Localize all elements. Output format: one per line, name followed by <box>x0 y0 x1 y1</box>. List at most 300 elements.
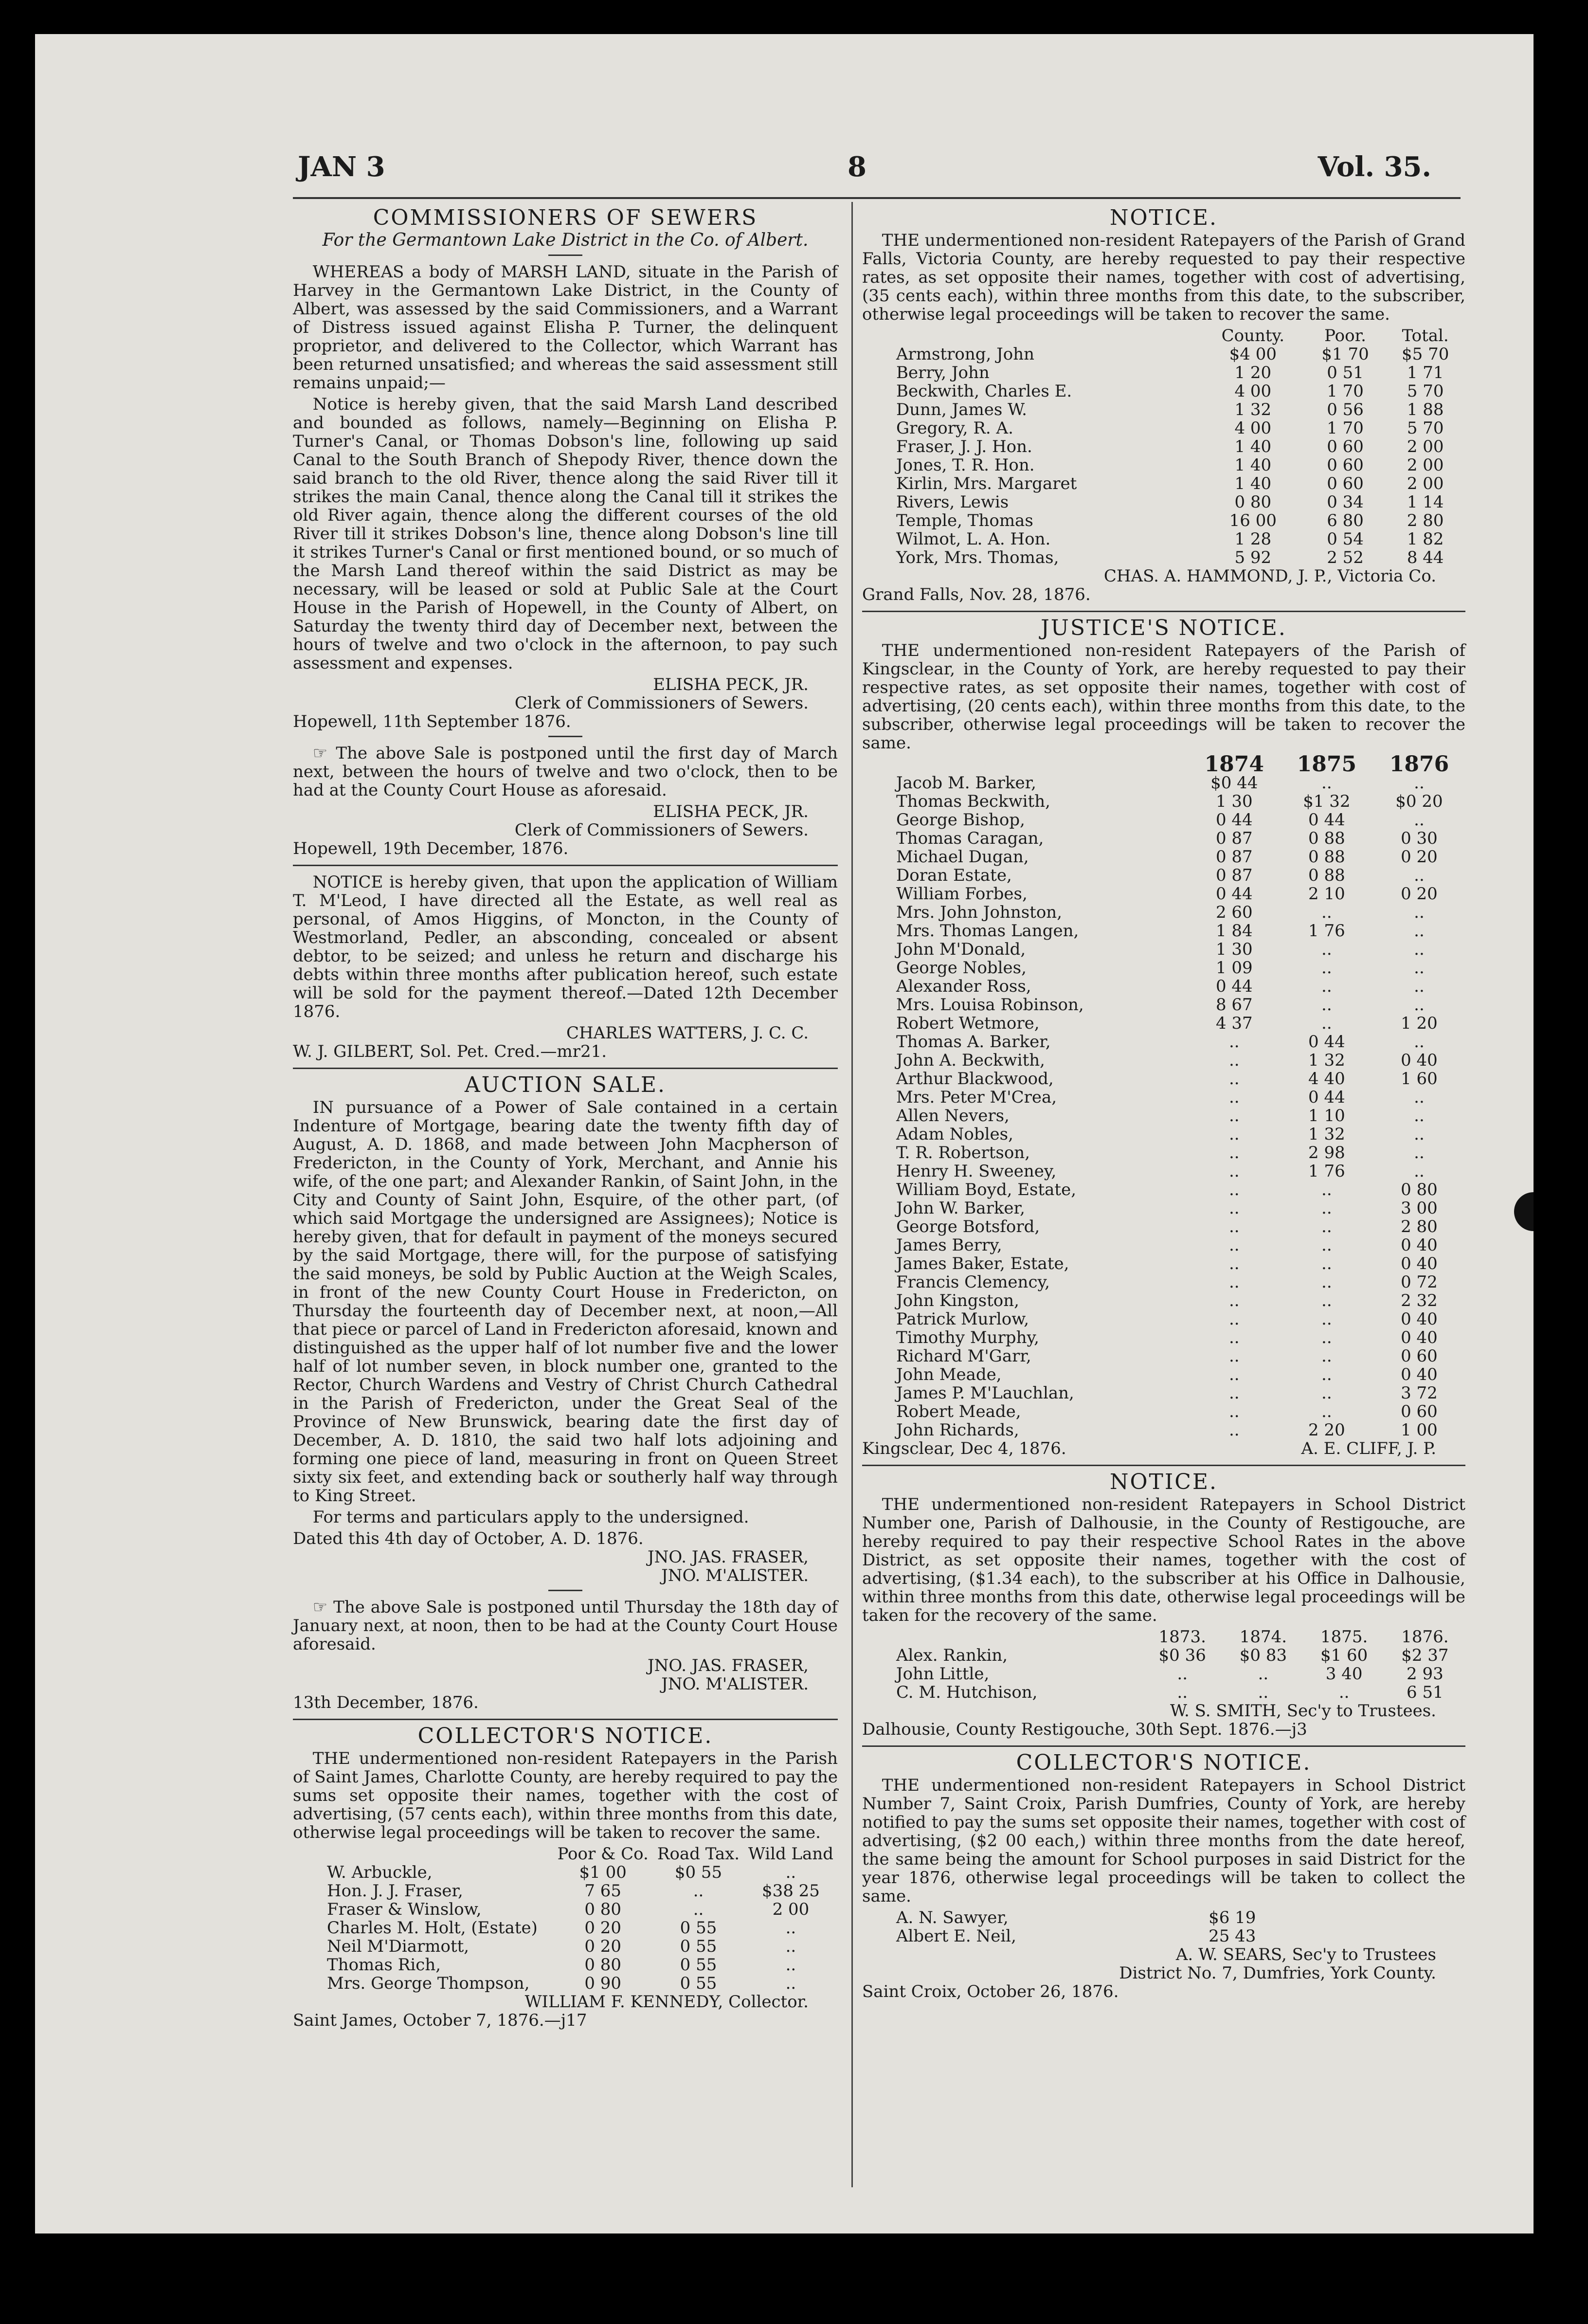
rate-value: 1 84 <box>1215 921 1253 941</box>
left-column <box>293 202 838 2033</box>
rate-value: .. <box>1321 1402 1332 1421</box>
paragraph: THE undermentioned non-resident Ratepayers in School District Number one, Parish of Dalhousie, in the County of Restigouche, are hereby required to pay their respective School Rates in the above District, as set opposite their names, together with the cost of advertising, ($1.34 each), to the subscriber at his Office in Dalhousie, within three months from this date, otherwise legal proceedings will be taken for the recovery of the same. <box>862 1495 1465 1625</box>
rate-value: 8 67 <box>1215 995 1253 1015</box>
ratepayer-name: Alexander Ross, <box>896 977 1031 996</box>
paragraph: THE undermentioned non-resident Ratepayers in School District Number 7, Saint Croix, Parish Dumfries, County of York, are hereby notified to pay the sums set opposite their names, together with cost of advertising, ($2 00 each,) within three months from the date hereof, the same being the amount for School purposes in said District for the year 1876, otherwise legal proceedings will be taken to collect the same. <box>862 1776 1465 1906</box>
signature: JNO. JAS. FRASER, <box>647 1656 809 1675</box>
rate-value: 1 20 <box>1401 1014 1438 1033</box>
table-row <box>862 1199 1465 1217</box>
ratepayer-name: Thomas A. Barker, <box>896 1032 1051 1052</box>
table-row <box>862 1365 1465 1384</box>
rate-value: .. <box>1414 1088 1425 1107</box>
ratepayer-name: Robert Wetmore, <box>896 1014 1040 1033</box>
rate-value: 0 88 <box>1308 866 1345 885</box>
rate-value: 0 40 <box>1401 1235 1438 1255</box>
rate-value: .. <box>1414 1032 1425 1052</box>
ratepayer-name: George Bishop, <box>896 810 1025 830</box>
table-row: Alex. Rankin, $0 36 $0 83 $1 60 $2 37 <box>896 1646 1449 1665</box>
table-header-row <box>293 1845 838 1863</box>
rate-value: .. <box>1321 1235 1332 1255</box>
signature: CHAS. A. HAMMOND, J. P., Victoria Co. <box>1103 566 1436 586</box>
rate-value: 1 60 <box>1401 1069 1438 1089</box>
page-number: 8 <box>848 151 866 183</box>
ratepayer-name: Henry H. Sweeney, <box>896 1162 1057 1181</box>
table-row: Berry, John 1 20 0 51 1 71 <box>896 363 1444 382</box>
table-row: York, Mrs. Thomas, 5 92 2 52 8 44 <box>896 548 1444 567</box>
column-header: Wild Land <box>748 1844 834 1864</box>
rate-value: 0 44 <box>1308 1032 1345 1052</box>
punch-hole <box>1514 1192 1534 1231</box>
rate-value: .. <box>1414 866 1425 885</box>
signature: JNO. M'ALISTER. <box>661 1566 809 1585</box>
rate-value: 0 60 <box>1401 1402 1438 1421</box>
rate-value: $0 20 <box>1395 792 1443 811</box>
table-row <box>862 1254 1465 1273</box>
rate-value: 2 98 <box>1308 1143 1345 1162</box>
rate-value: 1 76 <box>1308 1162 1345 1181</box>
rate-value: 0 44 <box>1308 810 1345 830</box>
rate-value: .. <box>1414 1143 1425 1162</box>
postponement-note: ☞ The above Sale is postponed until the first day of March next, between the hours of twelve and two o'clock, then to be had at the County Court House as aforesaid. <box>293 744 838 800</box>
table-row: Mrs. George Thompson, 0 90 0 55 .. <box>327 1974 796 1993</box>
table-row <box>862 1328 1465 1347</box>
signature: ELISHA PECK, JR. <box>653 675 809 694</box>
rate-value: .. <box>1414 810 1425 830</box>
rate-value: .. <box>1321 940 1332 959</box>
ratepayer-name: Thomas Caragan, <box>896 829 1044 848</box>
rate-value: 1 30 <box>1215 940 1253 959</box>
rate-value: 3 72 <box>1401 1383 1438 1403</box>
table-row <box>862 1107 1465 1125</box>
rate-value: .. <box>1321 958 1332 978</box>
ratepayer-name: Francis Clemency, <box>896 1272 1050 1292</box>
rate-value: .. <box>1321 1365 1332 1384</box>
table-row: John Little, .. .. 3 40 2 93 <box>896 1664 1444 1684</box>
column-header: Poor. <box>1324 326 1366 345</box>
rate-value: 1 32 <box>1308 1051 1345 1070</box>
rate-value: .. <box>1321 1180 1332 1199</box>
rate-value: .. <box>1414 773 1425 793</box>
ratepayer-name: John W. Barker, <box>896 1198 1025 1218</box>
section-rule <box>862 611 1465 612</box>
section-rule <box>293 865 838 866</box>
column-header: 1875. <box>1320 1627 1368 1647</box>
rate-value: 0 87 <box>1215 847 1253 867</box>
ratepayer-name: John Meade, <box>896 1365 1002 1384</box>
rate-value: 0 60 <box>1401 1346 1438 1366</box>
rate-value: .. <box>1414 995 1425 1015</box>
ratepayer-name: T. R. Robertson, <box>896 1143 1030 1162</box>
column-header: 1875 <box>1297 752 1357 777</box>
dateline: Dalhousie, County Restigouche, 30th Sept. 1876.—j3 <box>862 1720 1307 1739</box>
table-row: Kirlin, Mrs. Margaret 1 40 0 60 2 00 <box>896 474 1444 493</box>
column-header <box>862 755 1188 774</box>
ratepayer-table <box>862 327 1465 567</box>
rate-value: .. <box>1414 1106 1425 1126</box>
table-row: A. N. Sawyer, $6 19 <box>896 1908 1256 1927</box>
volume-number: Vol. 35. <box>1317 151 1431 183</box>
table-row <box>862 829 1465 848</box>
rate-value: .. <box>1228 1402 1240 1421</box>
rate-value: .. <box>1228 1235 1240 1255</box>
table-row: Rivers, Lewis 0 80 0 34 1 14 <box>896 492 1444 512</box>
ratepayer-name: George Botsford, <box>896 1217 1040 1236</box>
table-row: Neil M'Diarmott, 0 20 0 55 .. <box>327 1937 796 1956</box>
table-row: Wilmot, L. A. Hon. 1 28 0 54 1 82 <box>896 529 1444 549</box>
section-rule <box>862 1745 1465 1747</box>
table-row <box>862 977 1465 996</box>
ratepayer-name: Michael Dugan, <box>896 847 1029 867</box>
rate-value: .. <box>1414 903 1425 922</box>
ratepayer-table <box>862 1628 1465 1702</box>
signature-title: Clerk of Commissioners of Sewers. <box>514 693 809 713</box>
table-row <box>862 1347 1465 1365</box>
table-body <box>862 774 1465 1439</box>
rate-value: .. <box>1414 1125 1425 1144</box>
rate-value: .. <box>1321 1272 1332 1292</box>
table-row <box>862 1421 1465 1439</box>
paragraph: THE undermentioned non-resident Ratepayers of the Parish of Grand Falls, Victoria County, are hereby requested to pay their respective rates, as set opposite their names, together with cost of advertising, (35 cents each), within three months from this date, to the subscriber, otherwise legal proceedings will be taken to recover the same. <box>862 231 1466 324</box>
rate-value: 0 20 <box>1401 847 1438 867</box>
rate-value: .. <box>1228 1143 1240 1162</box>
rate-value: 1 76 <box>1308 921 1345 941</box>
rate-value: 4 37 <box>1215 1014 1253 1033</box>
rate-value: 0 40 <box>1401 1309 1438 1329</box>
rate-value: 0 87 <box>1215 866 1253 885</box>
ratepayer-table <box>293 1845 838 1993</box>
ratepayer-name: William Forbes, <box>896 884 1028 904</box>
column-header: 1873. <box>1158 1627 1206 1647</box>
rate-value: .. <box>1321 1014 1332 1033</box>
table-row <box>862 848 1465 866</box>
column-header: 1874 <box>1204 752 1264 777</box>
paragraph: Notice is hereby given, that the said Marsh Land described and bounded as follows, namely—Beginning on Elisha P. Turner's Canal, or Thomas Dobson's line, following up said Canal to the South Branch of Shepody River, thence down the said branch to the old River, thence along the said River till it strikes the main Canal, thence along the Canal till it strikes the old River again, thence along the different courses of the old River till it strikes Dobson's line, thence along Dobson's line till it strikes Turner's Canal or first mentioned bound, or so much of the Marsh Land thereof within the said District as may be necessary, will be leased or sold at Public Sale at the Court House in the Parish of Hopewell, in the County of Albert, on Saturday the twenty third day of December next, between the hours of twelve and two o'clock in the afternoon, to pay such assessment and expenses. <box>293 395 838 673</box>
rate-value: $0 44 <box>1210 773 1258 793</box>
ratepayer-name: John M'Donald, <box>896 940 1026 959</box>
paragraph: WHEREAS a body of MARSH LAND, situate in the Parish of Harvey in the Germantown Lake District, in the County of Albert, was assessed by the said Commissioners, and a Warrant of Distress issued against Elisha P. Turner, the delinquent proprietor, and delivered to the Collector, which Warrant has been returned unsatisfied; and whereas the said assessment still remains unpaid;— <box>293 262 838 393</box>
signature: District No. 7, Dumfries, York County. <box>1119 1963 1436 1983</box>
table-row <box>862 1070 1465 1088</box>
rate-value: .. <box>1228 1217 1240 1236</box>
table-row: W. Arbuckle, $1 00 $0 55 .. <box>327 1863 796 1882</box>
rate-value: .. <box>1321 977 1332 996</box>
table-header-row <box>862 1628 1465 1646</box>
table-row: Albert E. Neil, 25 43 <box>896 1926 1256 1946</box>
rate-value: .. <box>1228 1051 1240 1070</box>
issue-date: JAN 3 <box>298 151 385 183</box>
table-row <box>862 1217 1465 1236</box>
rate-value: $1 32 <box>1303 792 1351 811</box>
signature-title: Clerk of Commissioners of Sewers. <box>514 820 809 840</box>
ratepayer-name: Mrs. Louisa Robinson, <box>896 995 1084 1015</box>
dalhousie-notice <box>862 1470 1465 1739</box>
rate-value: 3 00 <box>1401 1198 1438 1218</box>
section-rule <box>293 1068 838 1069</box>
table-row: Beckwith, Charles E. 4 00 1 70 5 70 <box>896 381 1444 401</box>
dateline: Hopewell, 19th December, 1876. <box>293 839 569 858</box>
table-row <box>862 1180 1465 1199</box>
rate-value: .. <box>1414 921 1425 941</box>
rate-value: .. <box>1321 1291 1332 1310</box>
section-subtitle: For the Germantown Lake District in the Co. of Albert. <box>322 230 809 250</box>
ratepayer-name: Doran Estate, <box>896 866 1012 885</box>
grandfalls-notice <box>862 205 1466 604</box>
rate-value: .. <box>1228 1032 1240 1052</box>
rate-value: .. <box>1321 1254 1332 1273</box>
column-header: 1876 <box>1389 752 1449 777</box>
table-row: Gregory, R. A. 4 00 1 70 5 70 <box>896 418 1444 438</box>
rate-value: .. <box>1228 1125 1240 1144</box>
dateline-place: Kingsclear, Dec 4, 1876. <box>862 1439 1066 1458</box>
ratepayer-name: Timothy Murphy, <box>896 1328 1039 1347</box>
ratepayer-name: James P. M'Lauchlan, <box>896 1383 1074 1403</box>
section-title: JUSTICE'S NOTICE. <box>1041 616 1287 640</box>
table-row: Hon. J. J. Fraser, 7 65 .. $38 25 <box>327 1881 820 1901</box>
dateline: Dated this 4th day of October, A. D. 1876. <box>293 1529 644 1548</box>
rate-value: 2 20 <box>1308 1420 1345 1440</box>
rate-value: .. <box>1414 977 1425 996</box>
mcleod-notice <box>293 873 838 1061</box>
table-row: Thomas Rich, 0 80 0 55 .. <box>327 1955 796 1975</box>
table-row <box>862 959 1465 977</box>
section-title: NOTICE. <box>1109 205 1218 230</box>
table-row <box>862 1125 1465 1144</box>
column-header <box>862 327 1201 345</box>
section-rule <box>862 1465 1465 1466</box>
table-row <box>862 866 1465 885</box>
rate-value: 0 44 <box>1215 810 1253 830</box>
table-row <box>862 1144 1465 1162</box>
rate-value: .. <box>1228 1088 1240 1107</box>
table-row <box>862 774 1465 792</box>
table-row <box>862 1236 1465 1254</box>
rate-value: .. <box>1228 1309 1240 1329</box>
rate-value: 0 44 <box>1215 884 1253 904</box>
ratepayer-name: Mrs. Peter M'Crea, <box>896 1088 1057 1107</box>
rate-value: 2 80 <box>1401 1217 1438 1236</box>
table-row: Dunn, James W. 1 32 0 56 1 88 <box>896 400 1444 419</box>
rate-value: .. <box>1228 1272 1240 1292</box>
auction-notice <box>293 1072 838 1712</box>
dateline: Hopewell, 11th September 1876. <box>293 712 571 731</box>
rate-value: .. <box>1414 940 1425 959</box>
rate-value: .. <box>1321 995 1332 1015</box>
section-title: NOTICE. <box>1109 1470 1218 1494</box>
table-row <box>862 1014 1465 1033</box>
rate-value: 2 32 <box>1401 1291 1438 1310</box>
table-header-row <box>862 755 1465 774</box>
column-header <box>862 1628 1142 1646</box>
table-row <box>862 1310 1465 1328</box>
table-row: Temple, Thomas 16 00 6 80 2 80 <box>896 511 1444 530</box>
table-row <box>862 1088 1465 1107</box>
rate-value: .. <box>1321 1328 1332 1347</box>
table-row <box>862 1033 1465 1051</box>
dateline: Saint Croix, October 26, 1876. <box>862 1982 1119 2001</box>
solicitor-line: W. J. GILBERT, Sol. Pet. Cred.—mr21. <box>293 1042 607 1061</box>
table-row <box>862 1162 1465 1180</box>
rate-value: .. <box>1228 1198 1240 1218</box>
table-row <box>862 903 1465 922</box>
rate-value: 2 10 <box>1308 884 1345 904</box>
rate-value: 0 44 <box>1308 1088 1345 1107</box>
right-column <box>862 202 1465 2004</box>
table-row <box>862 885 1465 903</box>
table-row <box>862 792 1465 811</box>
rate-value: .. <box>1321 1217 1332 1236</box>
ratepayer-name: John A. Beckwith, <box>896 1051 1045 1070</box>
column-header <box>293 1845 553 1863</box>
section-rule <box>293 1719 838 1720</box>
page-header <box>35 151 1534 195</box>
rate-value: 1 09 <box>1215 958 1253 978</box>
table-row <box>862 940 1465 959</box>
ratepayer-name: Mrs. John Johnston, <box>896 903 1063 922</box>
paragraph: IN pursuance of a Power of Sale contained in a certain Indenture of Mortgage, bearing date the twenty fifth day of August, A. D. 1868, and made between John Macpherson of Fredericton, in the County of York, Merchant, and Annie his wife, of the one part; and Alexander Rankin, of Saint John, in the City and County of Saint John, Esquire, of the other part, (of which said Mortgage the undersigned are Assignees); Notice is hereby given, that for default in payment of the moneys secured by the said Mortgage, there will, for the purpose of satisfying the said moneys, be sold by Public Auction at the Weigh Scales, in front of the new County Court House in Fredericton, on Thursday the fourteenth day of December next, at noon,—All that piece or parcel of Land in Fredericton aforesaid, known and distinguished as the upper half of lot number five and the lower half of lot number seven, in block number one, granted to the Rector, Church Wardens and Vestry of Christ Church Cathedral in the Parish of Fredericton, under the Great Seal of the Province of New Brunswick, bearing date the first day of December, A. D. 1810, the said two half lots adjoining and forming one piece of land, measuring in front on Queen Street sixty six feet, and extending back or southerly half way through to King Street. <box>293 1098 838 1506</box>
signature: WILLIAM F. KENNEDY, Collector. <box>524 1992 809 2012</box>
table-row: Jones, T. R. Hon. 1 40 0 60 2 00 <box>896 455 1444 475</box>
table-row <box>862 1273 1465 1291</box>
rate-value: .. <box>1228 1328 1240 1347</box>
table-row <box>862 811 1465 829</box>
ratepayer-name: Thomas Beckwith, <box>896 792 1050 811</box>
section-title: COLLECTOR'S NOTICE. <box>1016 1750 1312 1775</box>
signature: A. E. CLIFF, J. P. <box>1301 1439 1436 1458</box>
paragraph: THE undermentioned non-resident Ratepayers of the Parish of Kingsclear, in the County of York, are hereby requested to pay their respective rates, as set opposite their names, together with cost of advertising, (20 cents each), within three months from this date, to the subscriber, otherwise legal proceedings will be taken to recover the same. <box>862 641 1465 753</box>
ratepayer-name: James Baker, Estate, <box>896 1254 1069 1273</box>
ratepayer-name: William Boyd, Estate, <box>896 1180 1076 1199</box>
column-divider <box>851 202 853 2187</box>
divider <box>548 254 582 256</box>
table-row <box>862 1384 1465 1402</box>
paragraph: NOTICE is hereby given, that upon the application of William T. M'Leod, I have directed all the Estate, as well real as personal, of Amos Higgins, of Moncton, in the County of Westmorland, Pedler, an absconding, concealed or absent debtor, to be seized; and unless he return and discharge his debts within three months after publication hereof, such estate will be sold for the payment thereof.—Dated 12th December 1876. <box>293 872 838 1021</box>
ratepayer-name: Allen Nevers, <box>896 1106 1010 1126</box>
table-row <box>862 922 1465 940</box>
rate-value: .. <box>1228 1420 1240 1440</box>
table-header-row <box>862 327 1465 345</box>
stjames-notice <box>293 1724 838 2030</box>
header-rule <box>293 197 1461 199</box>
rate-value: .. <box>1228 1346 1240 1366</box>
ratepayer-name: Arthur Blackwood, <box>896 1069 1054 1089</box>
ratepayer-name: James Berry, <box>896 1235 1002 1255</box>
rate-value: 0 40 <box>1401 1254 1438 1273</box>
ratepayer-name: Adam Nobles, <box>896 1125 1013 1144</box>
ratepayer-name: Mrs. Thomas Langen, <box>896 921 1079 941</box>
ratepayer-name: Robert Meade, <box>896 1402 1021 1421</box>
rate-value: 0 88 <box>1308 829 1345 848</box>
rate-value: 0 30 <box>1401 829 1438 848</box>
dateline: Saint James, October 7, 1876.—j17 <box>293 2011 587 2030</box>
column-header: Total. <box>1402 326 1449 345</box>
table-row <box>862 996 1465 1014</box>
section-title: COLLECTOR'S NOTICE. <box>417 1724 713 1748</box>
ratepayer-table <box>862 1908 1284 1945</box>
signature: ELISHA PECK, JR. <box>653 802 809 821</box>
rate-value: .. <box>1228 1180 1240 1199</box>
rate-value: 1 32 <box>1308 1125 1345 1144</box>
table-row: C. M. Hutchison, .. .. .. 6 51 <box>896 1683 1444 1702</box>
table-row: Fraser & Winslow, 0 80 .. 2 00 <box>327 1900 810 1919</box>
signature: JNO. M'ALISTER. <box>661 1674 809 1694</box>
ratepayer-name: John Kingston, <box>896 1291 1019 1310</box>
rate-value: 0 88 <box>1308 847 1345 867</box>
rate-value: 0 80 <box>1401 1180 1438 1199</box>
rate-value: 0 44 <box>1215 977 1253 996</box>
rate-value: 0 20 <box>1401 884 1438 904</box>
sewers-notice <box>293 205 838 858</box>
rate-value: .. <box>1414 1162 1425 1181</box>
rate-value: 0 87 <box>1215 829 1253 848</box>
rate-value: .. <box>1321 773 1332 793</box>
table-row: Fraser, J. J. Hon. 1 40 0 60 2 00 <box>896 437 1444 456</box>
rate-value: .. <box>1321 1346 1332 1366</box>
rate-value: 2 60 <box>1215 903 1253 922</box>
ratepayer-name: Richard M'Garr, <box>896 1346 1031 1366</box>
rate-value: .. <box>1414 958 1425 978</box>
rate-value: 1 00 <box>1401 1420 1438 1440</box>
rate-value: 0 40 <box>1401 1051 1438 1070</box>
ratepayer-table <box>862 752 1465 1440</box>
rate-value: .. <box>1228 1069 1240 1089</box>
rate-value: 0 72 <box>1401 1272 1438 1292</box>
dateline: Grand Falls, Nov. 28, 1876. <box>862 585 1091 604</box>
column-header: Poor & Co. <box>557 1844 649 1864</box>
signature: W. S. SMITH, Sec'y to Trustees. <box>1170 1701 1436 1721</box>
table-row: Charles M. Holt, (Estate) 0 20 0 55 .. <box>327 1918 796 1938</box>
postponement-note: ☞ The above Sale is postponed until Thursday the 18th day of January next, at noon, then to be had at the County Court House aforesaid. <box>293 1598 838 1654</box>
dateline: 13th December, 1876. <box>293 1693 479 1712</box>
section-title: COMMISSIONERS OF SEWERS <box>373 205 758 230</box>
paragraph: THE undermentioned non-resident Ratepayers in the Parish of Saint James, Charlotte County, are hereby required to pay the sums set opposite their names, together with the cost of advertising, (57 cents each), within three months from this date, otherwise legal proceedings will be taken to recover the same. <box>293 1749 838 1842</box>
rate-value: .. <box>1228 1106 1240 1126</box>
rate-value: .. <box>1321 1309 1332 1329</box>
dateline <box>862 1439 1465 1458</box>
rate-value: .. <box>1321 903 1332 922</box>
rate-value: 4 40 <box>1308 1069 1345 1089</box>
rate-value: .. <box>1228 1383 1240 1403</box>
column-header: 1876. <box>1401 1627 1449 1647</box>
rate-value: .. <box>1228 1291 1240 1310</box>
table-row <box>862 1051 1465 1070</box>
rate-value: 1 30 <box>1215 792 1253 811</box>
table-row: Armstrong, John $4 00 $1 70 $5 70 <box>896 345 1449 364</box>
ratepayer-name: Patrick Murlow, <box>896 1309 1029 1329</box>
table-row <box>862 1402 1465 1421</box>
signature: JNO. JAS. FRASER, <box>647 1547 809 1567</box>
signature: CHARLES WATTERS, J. C. C. <box>566 1023 809 1043</box>
table-row <box>862 1291 1465 1310</box>
rate-value: .. <box>1228 1162 1240 1181</box>
section-title: AUCTION SALE. <box>464 1072 667 1097</box>
justice-notice <box>862 616 1465 1458</box>
rate-value: .. <box>1321 1198 1332 1218</box>
rate-value: 0 40 <box>1401 1328 1438 1347</box>
column-header: 1874. <box>1239 1627 1287 1647</box>
rate-value: .. <box>1321 1383 1332 1403</box>
signature: A. W. SEARS, Sec'y to Trustees <box>1175 1945 1436 1964</box>
newspaper-page <box>35 34 1534 2233</box>
divider <box>548 736 582 737</box>
stcroix-notice <box>862 1750 1465 2001</box>
column-header: County. <box>1221 326 1285 345</box>
rate-value: .. <box>1228 1365 1240 1384</box>
ratepayer-name: John Richards, <box>896 1420 1019 1440</box>
divider <box>548 1590 582 1591</box>
paragraph: For terms and particulars apply to the undersigned. <box>312 1507 749 1527</box>
ratepayer-name: George Nobles, <box>896 958 1027 978</box>
column-header: Road Tax. <box>657 1844 740 1864</box>
